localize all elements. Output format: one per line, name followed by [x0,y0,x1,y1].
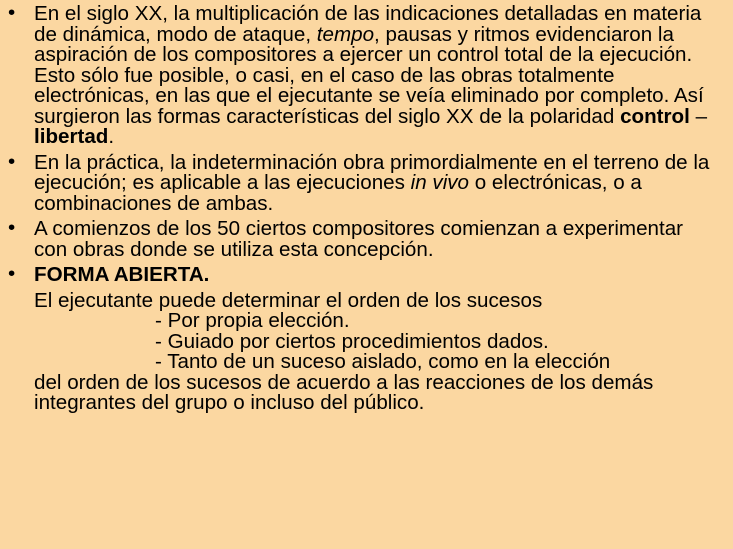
bullet-dot-icon: • [8,262,16,285]
text-segment: , pausas y ritmos evidenciaron la aspiración de los compositores a ejercer un control total de la ejecución. Esto sólo fue posible, o casi, en el caso de las obras totalmente electrónicas, en las que el ejecutante se veía eliminado por completo. Así surgieron las formas características del siglo XX de la polaridad [34,22,704,128]
bullet-list [8,1,721,286]
indented-item: - Tanto de un suceso aislado, como en la elección [155,350,611,373]
body-paragraph [8,288,721,414]
bullet-item [8,216,721,261]
italic-term: in vivo [410,171,470,194]
italic-term: tempo [316,22,375,46]
section-heading: FORMA ABIERTA. [34,263,210,286]
bullet-text [34,150,721,215]
text-segment: o electrónicas, o a combinaciones de ambas. [34,171,642,215]
bullet-item [8,149,721,215]
bullet-item [8,262,721,286]
text-segment: – [689,104,708,128]
bullet-dot-icon: • [8,216,16,239]
bullet-dot-icon: • [8,1,16,24]
indented-item: - Por propia elección. [155,309,350,332]
intro-line: El ejecutante puede determinar el orden de los sucesos [34,288,543,312]
bullet-text [34,4,721,148]
bold-term: control [620,104,690,128]
bold-term: libertad [34,125,109,148]
bullet-item [8,1,721,148]
text-segment: . [108,125,115,148]
bullet-text: A comienzos de los 50 ciertos compositores comienzan a experimentar con obras donde se utiliza esta concepción. [34,217,684,261]
text-segment: En el siglo XX, la multiplicación de las indicaciones detalladas en materia de dinámica, modo de ataque, [34,2,702,46]
bullet-dot-icon: • [8,149,16,173]
text-segment: En la práctica, la indeterminación obra primordialmente en el terreno de la ejecución; es aplicable a las ejecuciones [34,150,710,194]
continuation-line: del orden de los sucesos de acuerdo a las reacciones de los demás integrantes del grupo o incluso del público. [34,370,654,414]
indented-item: - Guiado por ciertos procedimientos dados. [155,329,549,353]
